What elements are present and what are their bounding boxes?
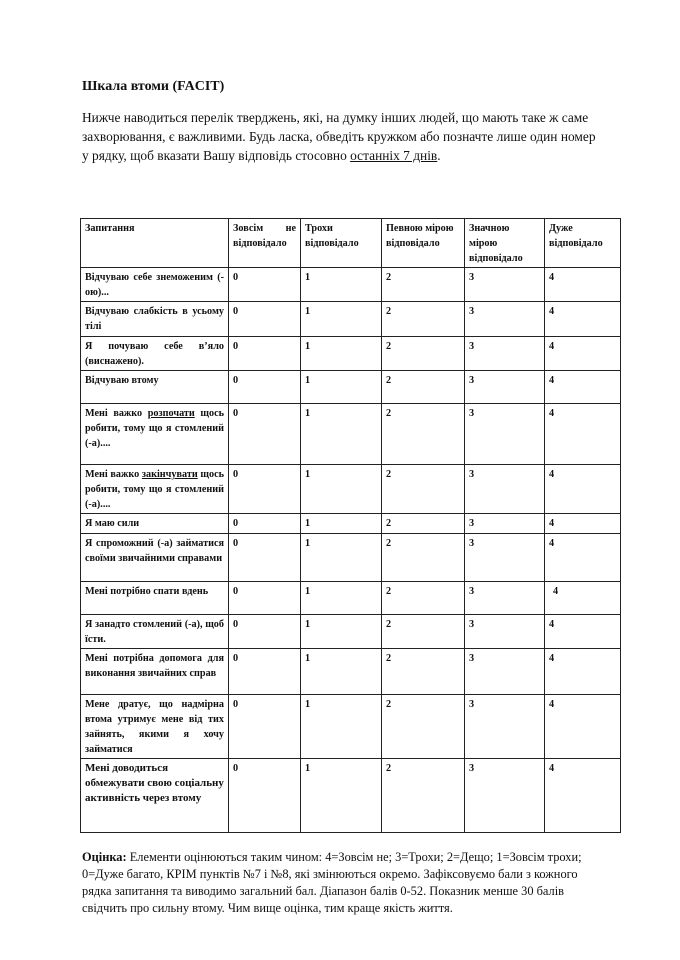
- table-row: [81, 465, 621, 514]
- row-question: Я маю сили: [81, 514, 229, 534]
- row-value-0[interactable]: 0: [229, 534, 301, 582]
- row-value-0[interactable]: 0: [229, 337, 301, 371]
- row-value-0[interactable]: 0: [229, 302, 301, 337]
- row-question: Я почуваю себе в’яло (виснажено).: [81, 337, 229, 371]
- row-value-0[interactable]: 0: [229, 404, 301, 465]
- scoring-paragraph: [82, 849, 602, 917]
- row-value-0[interactable]: 0: [229, 649, 301, 695]
- row-question-emphasis: розпочати: [147, 408, 195, 419]
- intro-paragraph: [82, 108, 602, 165]
- row-question: Відчуваю себе знеможеним (-ою)...: [81, 268, 229, 302]
- row-value-0[interactable]: 0: [229, 759, 301, 833]
- table-row: [81, 534, 621, 582]
- row-value-2[interactable]: 2: [382, 649, 465, 695]
- row-value-4[interactable]: 4: [545, 649, 621, 695]
- table-row: [81, 759, 621, 833]
- row-question-emphasis: закінчувати: [141, 469, 198, 480]
- row-value-2[interactable]: 2: [382, 534, 465, 582]
- row-value-0[interactable]: 0: [229, 582, 301, 615]
- row-value-4[interactable]: 4: [545, 337, 621, 371]
- row-value-1[interactable]: 1: [301, 615, 382, 649]
- table-row: [81, 371, 621, 404]
- row-value-2[interactable]: 2: [382, 268, 465, 302]
- row-question: Я спроможний (-а) займатися своїми звичайними справами: [81, 534, 229, 582]
- row-value-4[interactable]: 4: [545, 695, 621, 759]
- row-value-3[interactable]: 3: [465, 337, 545, 371]
- row-value-3[interactable]: 3: [465, 582, 545, 615]
- row-value-1[interactable]: 1: [301, 582, 382, 615]
- row-question: Мене дратує, що надмірна втома утримує мене від тих зайнять, якими я хочу займатися: [81, 695, 229, 759]
- header-not-at-all: Зовсім не відповідало: [229, 219, 301, 268]
- row-question: [81, 404, 229, 465]
- row-value-2[interactable]: 2: [382, 302, 465, 337]
- row-value-2[interactable]: 2: [382, 337, 465, 371]
- row-value-1[interactable]: 1: [301, 514, 382, 534]
- row-question: Я занадто стомлений (-а), щоб їсти.: [81, 615, 229, 649]
- row-value-3[interactable]: 3: [465, 649, 545, 695]
- row-value-3[interactable]: 3: [465, 268, 545, 302]
- table-row: [81, 695, 621, 759]
- row-value-3[interactable]: 3: [465, 514, 545, 534]
- row-value-1[interactable]: 1: [301, 371, 382, 404]
- row-value-0[interactable]: 0: [229, 514, 301, 534]
- row-value-4[interactable]: 4: [545, 759, 621, 833]
- row-value-1[interactable]: 1: [301, 759, 382, 833]
- row-value-4[interactable]: 4: [545, 582, 621, 615]
- row-question-text: Мені важко: [85, 469, 142, 480]
- row-value-1[interactable]: 1: [301, 337, 382, 371]
- row-value-3[interactable]: 3: [465, 534, 545, 582]
- row-value-0[interactable]: 0: [229, 371, 301, 404]
- row-value-3[interactable]: 3: [465, 465, 545, 514]
- table-row: [81, 514, 621, 534]
- row-value-4[interactable]: 4: [545, 514, 621, 534]
- row-value-1[interactable]: 1: [301, 649, 382, 695]
- row-value-0[interactable]: 0: [229, 465, 301, 514]
- row-value-2[interactable]: 2: [382, 615, 465, 649]
- row-value-4[interactable]: 4: [545, 371, 621, 404]
- row-value-2[interactable]: 2: [382, 465, 465, 514]
- header-quite-a-bit: Значною мірою відповідало: [465, 219, 545, 268]
- row-value-2[interactable]: 2: [382, 759, 465, 833]
- page-title: Шкала втоми (FACIT): [82, 79, 225, 94]
- header-a-little: Трохи відповідало: [301, 219, 382, 268]
- row-value-2[interactable]: 2: [382, 404, 465, 465]
- row-value-2[interactable]: 2: [382, 514, 465, 534]
- row-value-4[interactable]: 4: [545, 465, 621, 514]
- table-row: [81, 582, 621, 615]
- row-value-2[interactable]: 2: [382, 695, 465, 759]
- table-row: [81, 404, 621, 465]
- row-value-4[interactable]: 4: [545, 615, 621, 649]
- intro-period-underlined: останніх 7 днів: [350, 148, 438, 163]
- header-very-much: Дуже відповідало: [545, 219, 621, 268]
- table-header-row: [81, 219, 621, 268]
- row-value-3[interactable]: 3: [465, 404, 545, 465]
- table-row: [81, 302, 621, 337]
- row-question-text-end: щось робити, тому що я стомлений (-а)....: [85, 408, 225, 449]
- scoring-text: Елементи оцінюються таким чином: 4=Зовсім не; 3=Трохи; 2=Дещо; 1=Зовсім трохи; 0=Дуже багато, КРІМ пунктів №7 і №8, які змінюються окремо. Зафіксовуємо бали з кожного рядка запитання та виводимо загальний бал. Діапазон балів 0-52. Показник менше 30 балів свідчить про сильну втому. Чим вище оцінка, тим краще якість життя.: [82, 850, 582, 915]
- row-value-1[interactable]: 1: [301, 465, 382, 514]
- row-question: Мені потрібна допомога для виконання звичайних справ: [81, 649, 229, 695]
- row-value-3[interactable]: 3: [465, 615, 545, 649]
- row-value-0[interactable]: 0: [229, 268, 301, 302]
- table-row: [81, 337, 621, 371]
- row-value-3[interactable]: 3: [465, 695, 545, 759]
- table-row: [81, 649, 621, 695]
- row-question: Відчуваю слабкість в усьому тілі: [81, 302, 229, 337]
- row-value-1[interactable]: 1: [301, 534, 382, 582]
- table-row: [81, 615, 621, 649]
- fatigue-scale-table: [80, 218, 621, 833]
- header-somewhat: Певною мірою відповідало: [382, 219, 465, 268]
- row-question: [81, 465, 229, 514]
- row-value-2[interactable]: 2: [382, 371, 465, 404]
- row-question: Відчуваю втому: [81, 371, 229, 404]
- header-question: Запитання: [81, 219, 229, 268]
- row-value-3[interactable]: 3: [465, 302, 545, 337]
- row-value-0[interactable]: 0: [229, 615, 301, 649]
- row-value-4[interactable]: 4: [545, 534, 621, 582]
- row-question-text: Мені важко: [85, 408, 148, 419]
- row-value-1[interactable]: 1: [301, 404, 382, 465]
- intro-text: Нижче наводиться перелік тверджень, які, на думку інших людей, що мають таке ж саме захворювання, є важливими. Будь ласка, обведіть кружком або позначте лише один номер у рядку, щоб вказати Вашу відповідь стосовно: [82, 110, 596, 163]
- row-value-4[interactable]: 4: [545, 302, 621, 337]
- row-question-text-end: щось робити, тому що я стомлений (-а)....: [85, 469, 224, 510]
- row-question: Мені доводиться обмежувати свою соціальну активність через втому: [81, 759, 229, 833]
- row-value-1[interactable]: 1: [301, 302, 382, 337]
- row-question: Мені потрібно спати вдень: [81, 582, 229, 615]
- row-value-4[interactable]: 4: [545, 268, 621, 302]
- intro-text-end: .: [437, 148, 441, 163]
- row-value-3[interactable]: 3: [465, 759, 545, 833]
- row-value-1[interactable]: 1: [301, 268, 382, 302]
- row-value-4[interactable]: 4: [545, 404, 621, 465]
- row-value-0[interactable]: 0: [229, 695, 301, 759]
- table-row: [81, 268, 621, 302]
- row-value-2[interactable]: 2: [382, 582, 465, 615]
- scoring-label: Оцінка:: [82, 850, 127, 864]
- row-value-3[interactable]: 3: [465, 371, 545, 404]
- row-value-1[interactable]: 1: [301, 695, 382, 759]
